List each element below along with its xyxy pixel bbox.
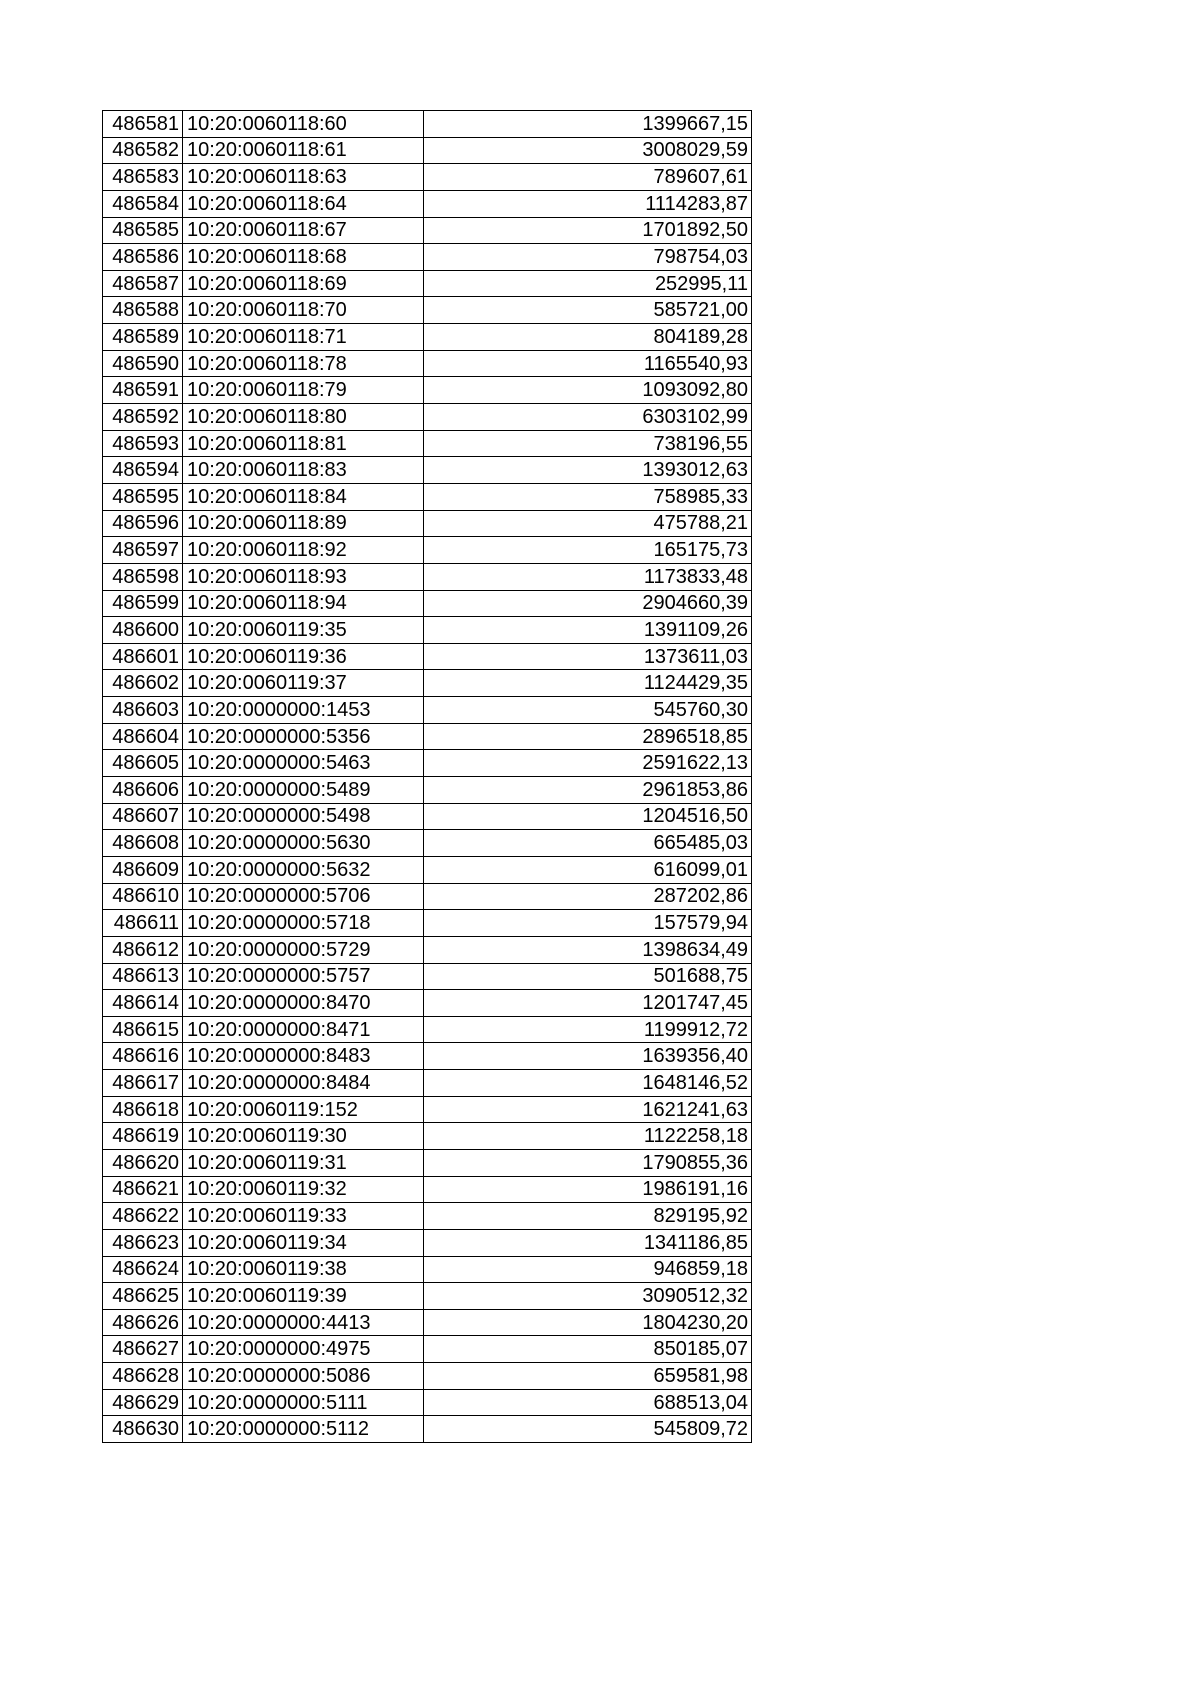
table-row (103, 1096, 752, 1123)
row-number-cell: 486614 (103, 990, 183, 1017)
amount-cell: 1398634,49 (424, 936, 752, 963)
cadastral-number-cell: 10:20:0000000:5630 (183, 830, 424, 857)
table-row (103, 164, 752, 191)
cadastral-number-cell: 10:20:0060118:89 (183, 510, 424, 537)
row-number-cell: 486618 (103, 1096, 183, 1123)
table-row (103, 1229, 752, 1256)
cadastral-number-cell: 10:20:0000000:5706 (183, 883, 424, 910)
cadastral-number-cell: 10:20:0000000:5463 (183, 750, 424, 777)
amount-cell: 1124429,35 (424, 670, 752, 697)
table-row (103, 883, 752, 910)
cadastral-number-cell: 10:20:0060118:68 (183, 244, 424, 271)
table-row (103, 1416, 752, 1443)
table-row (103, 1149, 752, 1176)
row-number-cell: 486596 (103, 510, 183, 537)
row-number-cell: 486629 (103, 1389, 183, 1416)
row-number-cell: 486625 (103, 1283, 183, 1310)
row-number-cell: 486623 (103, 1229, 183, 1256)
cadastral-number-cell: 10:20:0060118:64 (183, 190, 424, 217)
table-row (103, 723, 752, 750)
amount-cell: 3008029,59 (424, 137, 752, 164)
cadastral-number-cell: 10:20:0060118:67 (183, 217, 424, 244)
amount-cell: 829195,92 (424, 1203, 752, 1230)
table-row (103, 297, 752, 324)
amount-cell: 1701892,50 (424, 217, 752, 244)
table-row (103, 697, 752, 724)
cadastral-number-cell: 10:20:0060119:37 (183, 670, 424, 697)
cadastral-number-cell: 10:20:0060119:34 (183, 1229, 424, 1256)
row-number-cell: 486616 (103, 1043, 183, 1070)
row-number-cell: 486600 (103, 617, 183, 644)
amount-cell: 1621241,63 (424, 1096, 752, 1123)
amount-cell: 1114283,87 (424, 190, 752, 217)
row-number-cell: 486613 (103, 963, 183, 990)
cadastral-number-cell: 10:20:0060118:93 (183, 563, 424, 590)
table-row (103, 643, 752, 670)
amount-cell: 738196,55 (424, 430, 752, 457)
cadastral-number-cell: 10:20:0060119:30 (183, 1123, 424, 1150)
row-number-cell: 486594 (103, 457, 183, 484)
amount-cell: 616099,01 (424, 856, 752, 883)
amount-cell: 1199912,72 (424, 1016, 752, 1043)
cadastral-number-cell: 10:20:0060118:80 (183, 404, 424, 431)
row-number-cell: 486589 (103, 324, 183, 351)
row-number-cell: 486626 (103, 1309, 183, 1336)
table-row (103, 803, 752, 830)
cadastral-number-cell: 10:20:0060119:36 (183, 643, 424, 670)
table-row (103, 856, 752, 883)
amount-cell: 545809,72 (424, 1416, 752, 1443)
table-body (103, 111, 752, 1443)
amount-cell: 1399667,15 (424, 111, 752, 138)
amount-cell: 850185,07 (424, 1336, 752, 1363)
table-row (103, 510, 752, 537)
row-number-cell: 486607 (103, 803, 183, 830)
cadastral-number-cell: 10:20:0000000:5086 (183, 1363, 424, 1390)
amount-cell: 287202,86 (424, 883, 752, 910)
amount-cell: 2904660,39 (424, 590, 752, 617)
row-number-cell: 486615 (103, 1016, 183, 1043)
row-number-cell: 486585 (103, 217, 183, 244)
row-number-cell: 486595 (103, 483, 183, 510)
table-row (103, 990, 752, 1017)
table-row (103, 1389, 752, 1416)
cadastral-number-cell: 10:20:0060118:94 (183, 590, 424, 617)
amount-cell: 758985,33 (424, 483, 752, 510)
table-row (103, 244, 752, 271)
cadastral-number-cell: 10:20:0060119:39 (183, 1283, 424, 1310)
cadastral-number-cell: 10:20:0060119:152 (183, 1096, 424, 1123)
cadastral-number-cell: 10:20:0000000:8470 (183, 990, 424, 1017)
row-number-cell: 486627 (103, 1336, 183, 1363)
row-number-cell: 486592 (103, 404, 183, 431)
table-row (103, 137, 752, 164)
table-row (103, 1203, 752, 1230)
table-row (103, 1309, 752, 1336)
cadastral-number-cell: 10:20:0060118:78 (183, 350, 424, 377)
row-number-cell: 486621 (103, 1176, 183, 1203)
table-row (103, 1123, 752, 1150)
row-number-cell: 486602 (103, 670, 183, 697)
row-number-cell: 486610 (103, 883, 183, 910)
cadastral-number-cell: 10:20:0000000:5111 (183, 1389, 424, 1416)
amount-cell: 157579,94 (424, 910, 752, 937)
cadastral-number-cell: 10:20:0000000:8484 (183, 1070, 424, 1097)
table-row (103, 1363, 752, 1390)
table-row (103, 537, 752, 564)
cadastral-number-cell: 10:20:0000000:5112 (183, 1416, 424, 1443)
cadastral-number-cell: 10:20:0000000:1453 (183, 697, 424, 724)
cadastral-number-cell: 10:20:0060119:38 (183, 1256, 424, 1283)
data-table (102, 110, 752, 1443)
table-row (103, 936, 752, 963)
cadastral-number-cell: 10:20:0000000:8471 (183, 1016, 424, 1043)
table-row (103, 324, 752, 351)
row-number-cell: 486597 (103, 537, 183, 564)
amount-cell: 545760,30 (424, 697, 752, 724)
table-row (103, 1016, 752, 1043)
amount-cell: 165175,73 (424, 537, 752, 564)
row-number-cell: 486609 (103, 856, 183, 883)
row-number-cell: 486624 (103, 1256, 183, 1283)
table-row (103, 750, 752, 777)
cadastral-number-cell: 10:20:0060118:70 (183, 297, 424, 324)
row-number-cell: 486582 (103, 137, 183, 164)
table-row (103, 217, 752, 244)
cadastral-number-cell: 10:20:0060118:69 (183, 270, 424, 297)
table-row (103, 377, 752, 404)
cadastral-number-cell: 10:20:0000000:5718 (183, 910, 424, 937)
table-row (103, 910, 752, 937)
amount-cell: 1173833,48 (424, 563, 752, 590)
row-number-cell: 486628 (103, 1363, 183, 1390)
amount-cell: 1341186,85 (424, 1229, 752, 1256)
amount-cell: 1093092,80 (424, 377, 752, 404)
table-row (103, 1256, 752, 1283)
cadastral-number-cell: 10:20:0060118:81 (183, 430, 424, 457)
cadastral-number-cell: 10:20:0000000:5632 (183, 856, 424, 883)
amount-cell: 1804230,20 (424, 1309, 752, 1336)
cadastral-number-cell: 10:20:0060119:35 (183, 617, 424, 644)
row-number-cell: 486622 (103, 1203, 183, 1230)
table-row (103, 590, 752, 617)
amount-cell: 1393012,63 (424, 457, 752, 484)
amount-cell: 1122258,18 (424, 1123, 752, 1150)
row-number-cell: 486591 (103, 377, 183, 404)
row-number-cell: 486587 (103, 270, 183, 297)
cadastral-number-cell: 10:20:0060119:32 (183, 1176, 424, 1203)
row-number-cell: 486605 (103, 750, 183, 777)
cadastral-number-cell: 10:20:0060118:79 (183, 377, 424, 404)
amount-cell: 1790855,36 (424, 1149, 752, 1176)
row-number-cell: 486620 (103, 1149, 183, 1176)
amount-cell: 789607,61 (424, 164, 752, 191)
amount-cell: 659581,98 (424, 1363, 752, 1390)
amount-cell: 585721,00 (424, 297, 752, 324)
amount-cell: 946859,18 (424, 1256, 752, 1283)
row-number-cell: 486590 (103, 350, 183, 377)
table-row (103, 670, 752, 697)
amount-cell: 1648146,52 (424, 1070, 752, 1097)
amount-cell: 665485,03 (424, 830, 752, 857)
table-row (103, 483, 752, 510)
row-number-cell: 486612 (103, 936, 183, 963)
amount-cell: 688513,04 (424, 1389, 752, 1416)
cadastral-number-cell: 10:20:0000000:5356 (183, 723, 424, 750)
table-row (103, 190, 752, 217)
cadastral-number-cell: 10:20:0000000:5757 (183, 963, 424, 990)
amount-cell: 798754,03 (424, 244, 752, 271)
row-number-cell: 486619 (103, 1123, 183, 1150)
row-number-cell: 486598 (103, 563, 183, 590)
cadastral-number-cell: 10:20:0000000:4413 (183, 1309, 424, 1336)
row-number-cell: 486603 (103, 697, 183, 724)
table-row (103, 350, 752, 377)
cadastral-number-cell: 10:20:0000000:4975 (183, 1336, 424, 1363)
cadastral-number-cell: 10:20:0000000:5498 (183, 803, 424, 830)
cadastral-number-cell: 10:20:0060118:63 (183, 164, 424, 191)
cadastral-number-cell: 10:20:0000000:5729 (183, 936, 424, 963)
amount-cell: 1639356,40 (424, 1043, 752, 1070)
table-row (103, 563, 752, 590)
cadastral-number-cell: 10:20:0060119:33 (183, 1203, 424, 1230)
row-number-cell: 486593 (103, 430, 183, 457)
amount-cell: 2961853,86 (424, 777, 752, 804)
cadastral-number-cell: 10:20:0060118:84 (183, 483, 424, 510)
cadastral-number-cell: 10:20:0000000:5489 (183, 777, 424, 804)
cadastral-number-cell: 10:20:0060118:71 (183, 324, 424, 351)
amount-cell: 6303102,99 (424, 404, 752, 431)
table-row (103, 777, 752, 804)
table-row (103, 1176, 752, 1203)
table-row (103, 1043, 752, 1070)
row-number-cell: 486583 (103, 164, 183, 191)
table-row (103, 1336, 752, 1363)
cadastral-number-cell: 10:20:0060118:61 (183, 137, 424, 164)
row-number-cell: 486599 (103, 590, 183, 617)
amount-cell: 1986191,16 (424, 1176, 752, 1203)
row-number-cell: 486617 (103, 1070, 183, 1097)
row-number-cell: 486604 (103, 723, 183, 750)
amount-cell: 1373611,03 (424, 643, 752, 670)
amount-cell: 2591622,13 (424, 750, 752, 777)
amount-cell: 2896518,85 (424, 723, 752, 750)
row-number-cell: 486608 (103, 830, 183, 857)
cadastral-number-cell: 10:20:0060118:83 (183, 457, 424, 484)
cadastral-number-cell: 10:20:0000000:8483 (183, 1043, 424, 1070)
row-number-cell: 486581 (103, 111, 183, 138)
table-row (103, 830, 752, 857)
table-row (103, 404, 752, 431)
row-number-cell: 486611 (103, 910, 183, 937)
row-number-cell: 486630 (103, 1416, 183, 1443)
table-row (103, 111, 752, 138)
amount-cell: 1201747,45 (424, 990, 752, 1017)
cadastral-number-cell: 10:20:0060118:60 (183, 111, 424, 138)
amount-cell: 1204516,50 (424, 803, 752, 830)
table-row (103, 430, 752, 457)
row-number-cell: 486588 (103, 297, 183, 324)
row-number-cell: 486584 (103, 190, 183, 217)
amount-cell: 501688,75 (424, 963, 752, 990)
amount-cell: 3090512,32 (424, 1283, 752, 1310)
table-row (103, 457, 752, 484)
row-number-cell: 486601 (103, 643, 183, 670)
amount-cell: 1165540,93 (424, 350, 752, 377)
table-row (103, 270, 752, 297)
cadastral-number-cell: 10:20:0060119:31 (183, 1149, 424, 1176)
table-row (103, 1283, 752, 1310)
amount-cell: 475788,21 (424, 510, 752, 537)
amount-cell: 1391109,26 (424, 617, 752, 644)
row-number-cell: 486586 (103, 244, 183, 271)
table-row (103, 1070, 752, 1097)
table-row (103, 617, 752, 644)
row-number-cell: 486606 (103, 777, 183, 804)
table-row (103, 963, 752, 990)
amount-cell: 252995,11 (424, 270, 752, 297)
amount-cell: 804189,28 (424, 324, 752, 351)
cadastral-number-cell: 10:20:0060118:92 (183, 537, 424, 564)
